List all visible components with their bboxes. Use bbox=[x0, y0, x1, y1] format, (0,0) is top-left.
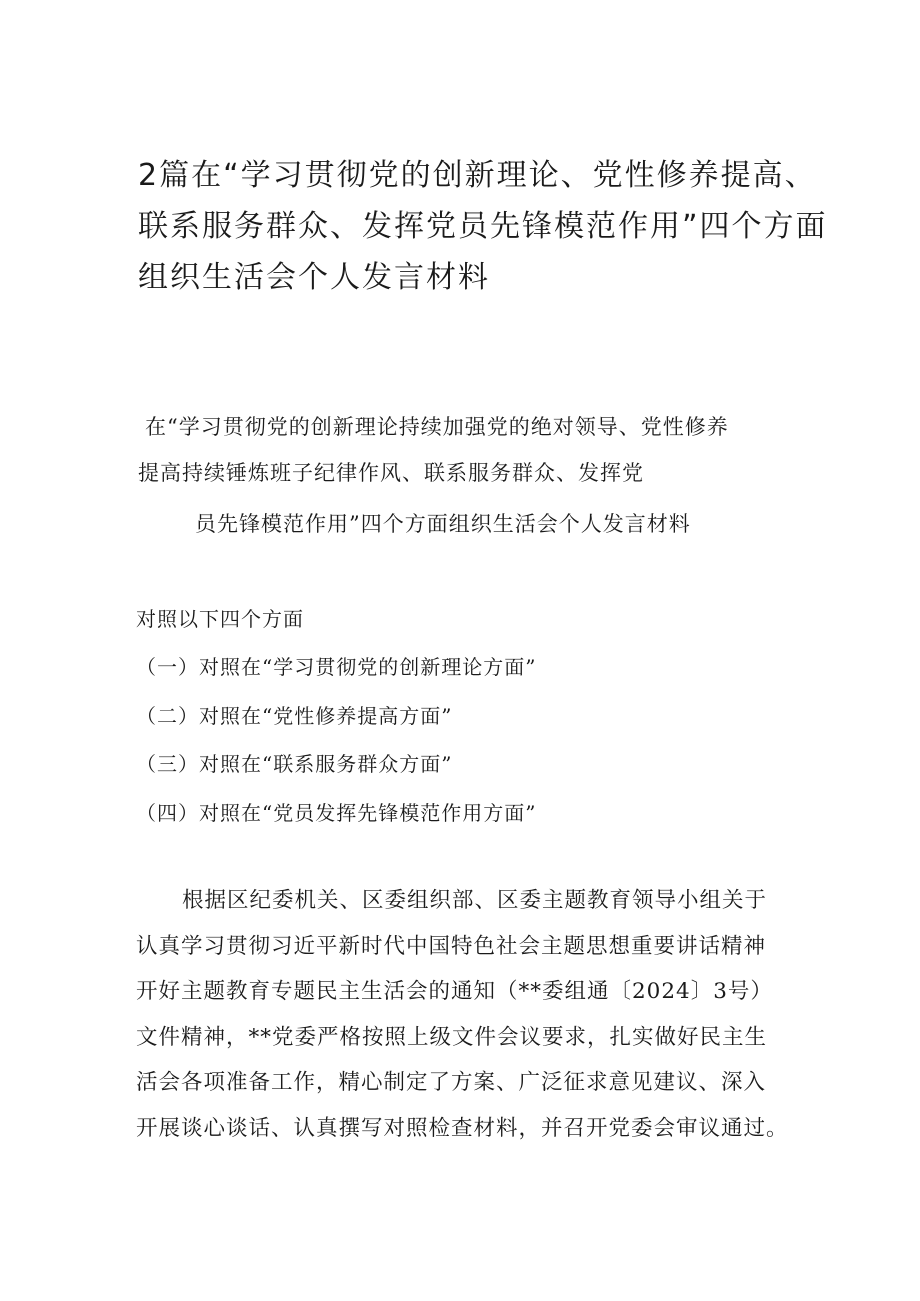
body-line: 根据区纪委机关、区委组织部、区委主题教育领导小组关于 bbox=[182, 888, 768, 913]
body-paragraph bbox=[136, 878, 801, 1151]
sub-title-line: 在“学习贯彻党的创新理论持续加强党的绝对领导、党性修养 bbox=[145, 415, 729, 439]
body-line: 认真学习贯彻习近平新时代中国特色社会主题思想重要讲话精神 bbox=[136, 933, 767, 959]
aspects-heading: 对照以下四个方面 bbox=[136, 607, 304, 631]
body-line: 开展谈心谈话、认真撰写对照检查材料，并召开党委会审议通过。 bbox=[136, 1115, 789, 1141]
body-line: 活会各项准备工作，精心制定了方案、广泛征求意见建议、深入 bbox=[136, 1070, 767, 1095]
main-title bbox=[138, 150, 828, 303]
main-title-line: 联系服务群众、发挥党员先锋模范作用”四个方面 bbox=[138, 209, 828, 244]
main-title-line: 2篇在“学习贯彻党的创新理论、党性修养提高、 bbox=[138, 158, 817, 193]
sub-title bbox=[0, 404, 920, 547]
aspect-item: （一）对照在“学习贯彻党的创新理论方面” bbox=[136, 655, 537, 679]
body-line: 文件精神，**党委严格按照上级文件会议要求，扎实做好民主生 bbox=[136, 1024, 768, 1050]
sub-title-line: 员先锋模范作用”四个方面组织生活会个人发言材料 bbox=[195, 512, 691, 536]
body-line: 开好主题教育专题民主生活会的通知（**委组通〔2024〕3号） bbox=[136, 979, 773, 1004]
sub-title-line: 提高持续锤炼班子纪律作风、联系服务群众、发挥党 bbox=[138, 461, 644, 485]
main-title-line: 组织生活会个人发言材料 bbox=[138, 260, 490, 295]
aspect-item: （三）对照在“联系服务群众方面” bbox=[136, 752, 453, 776]
aspect-item: （二）对照在“党性修养提高方面” bbox=[136, 703, 453, 728]
aspects-section bbox=[136, 595, 836, 837]
aspect-item: （四）对照在“党员发挥先锋模范作用方面” bbox=[136, 800, 537, 825]
aspects-list bbox=[136, 643, 836, 837]
